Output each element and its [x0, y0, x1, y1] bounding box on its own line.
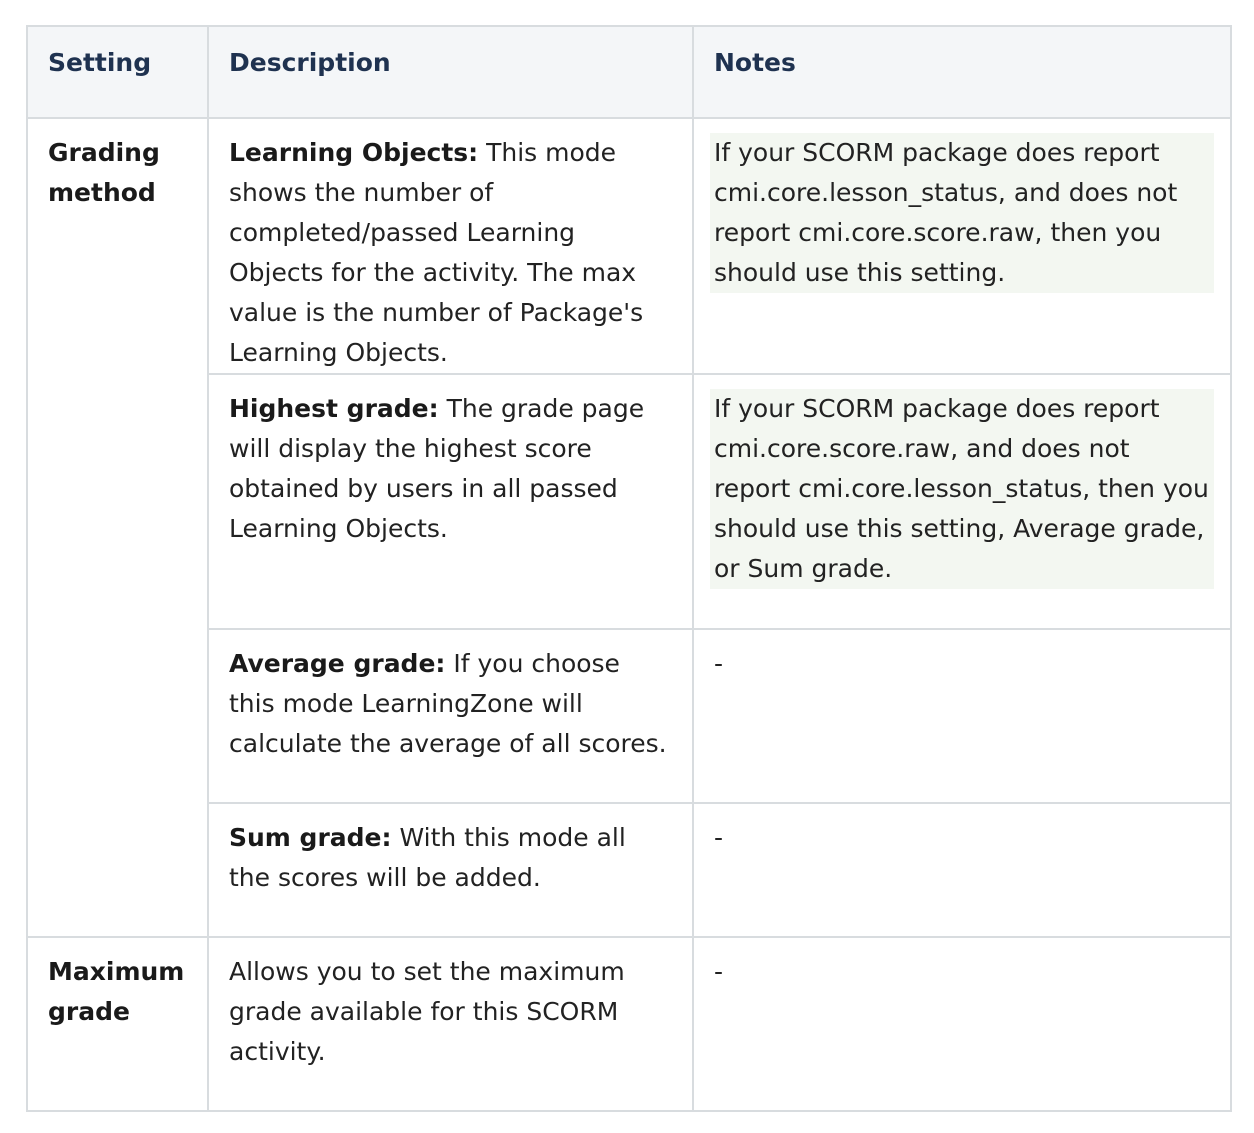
note-text: -	[714, 823, 724, 852]
setting-name: Grading method	[48, 138, 160, 207]
option-term: Highest grade:	[229, 394, 439, 423]
description-cell	[208, 629, 693, 803]
notes-cell	[693, 803, 1231, 937]
header-description: Description	[208, 26, 693, 118]
table-row	[27, 937, 1231, 1111]
notes-cell	[693, 374, 1231, 629]
table-row	[27, 803, 1231, 937]
option-term: Sum grade:	[229, 823, 392, 852]
setting-cell-maximum-grade	[27, 937, 208, 1111]
setting-cell-grading-method	[27, 118, 208, 937]
notes-cell	[693, 629, 1231, 803]
note-text: If your SCORM package does report cmi.core.lesson_status, and does not report cmi.core.score.raw, then you should use this setting.	[710, 133, 1214, 293]
option-description: If you choose this mode LearningZone will calculate the average of all scores.	[229, 649, 667, 758]
description-cell	[208, 374, 693, 629]
option-description: With this mode all the scores will be added.	[229, 823, 626, 892]
header-row	[27, 26, 1231, 118]
option-description: Allows you to set the maximum grade available for this SCORM activity.	[229, 957, 625, 1066]
table-row	[27, 629, 1231, 803]
description-cell	[208, 803, 693, 937]
option-description: The grade page will display the highest score obtained by users in all passed Learning Objects.	[229, 394, 645, 543]
note-text: -	[714, 649, 724, 678]
description-cell	[208, 937, 693, 1111]
header-setting: Setting	[27, 26, 208, 118]
settings-table	[26, 25, 1232, 1112]
notes-cell	[693, 937, 1231, 1111]
note-text: If your SCORM package does report cmi.core.score.raw, and does not report cmi.core.lesson_status, then you should use this setting, Average grade, or Sum grade.	[710, 389, 1214, 589]
option-term: Learning Objects:	[229, 138, 479, 167]
option-term: Average grade:	[229, 649, 446, 678]
table-row	[27, 118, 1231, 374]
option-description: This mode shows the number of completed/passed Learning Objects for the activity. The max value is the number of Package's Learning Objects.	[229, 138, 644, 367]
setting-name: Maximum grade	[48, 957, 185, 1026]
header-notes: Notes	[693, 26, 1231, 118]
note-text: -	[714, 957, 724, 986]
table-row	[27, 374, 1231, 629]
description-cell	[208, 118, 693, 374]
notes-cell	[693, 118, 1231, 374]
